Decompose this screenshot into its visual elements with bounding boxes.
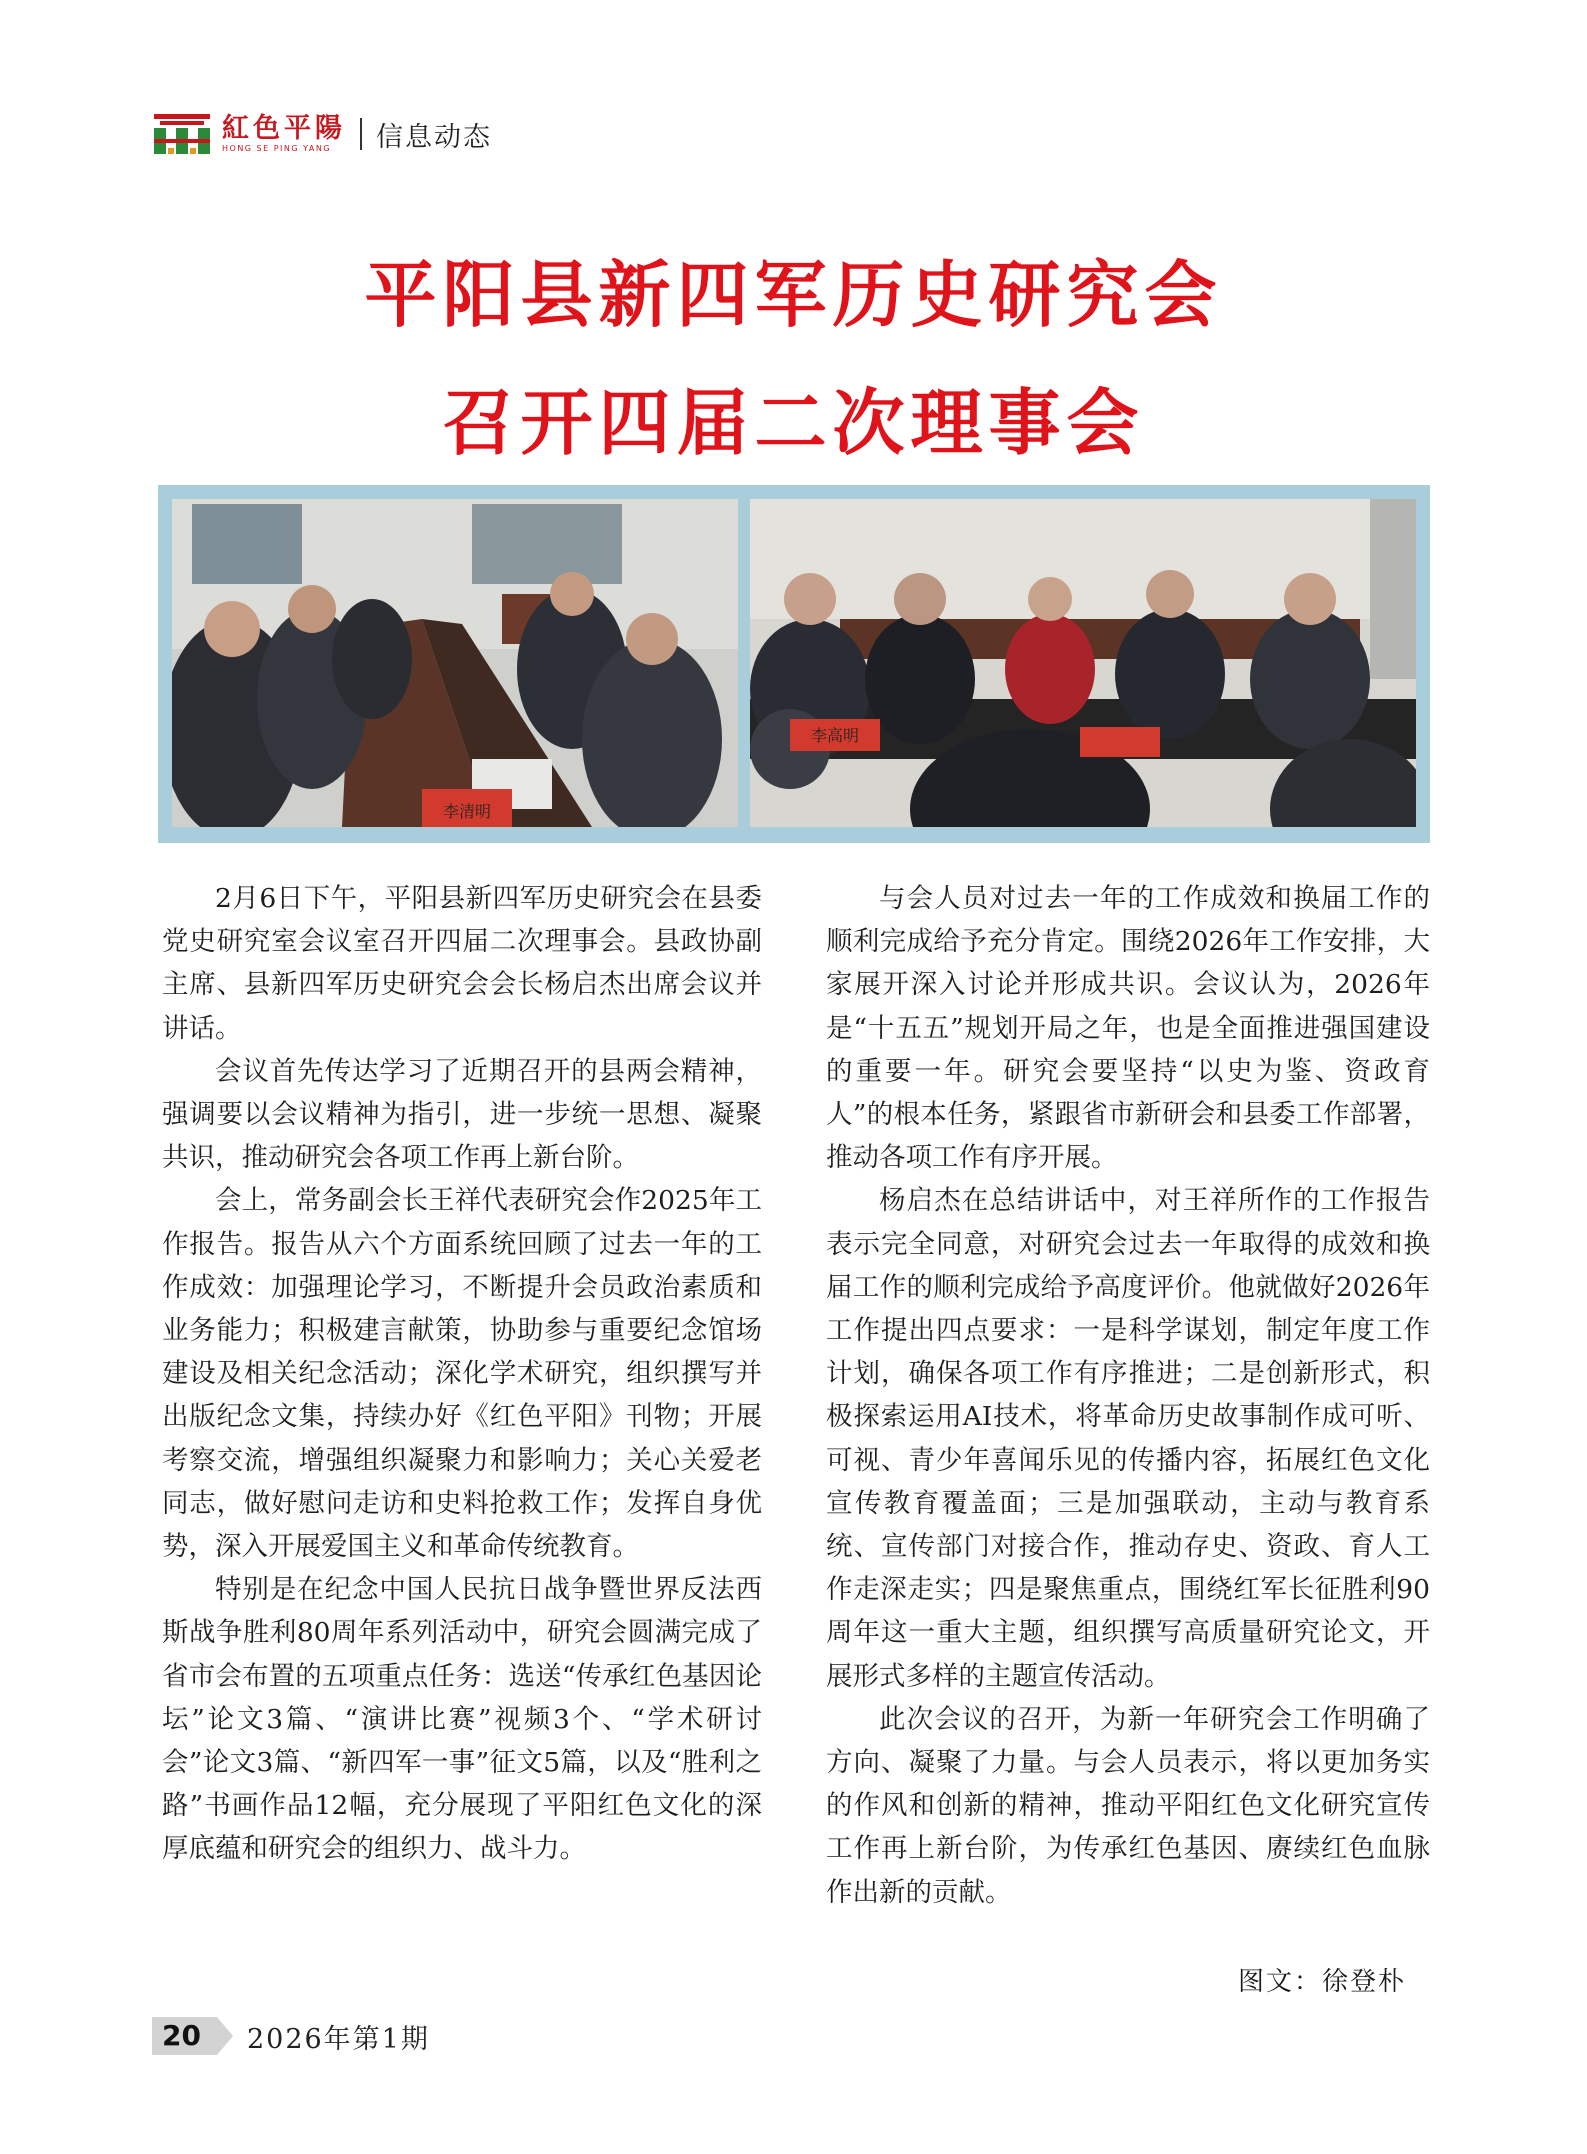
- article-title-line2: 召开四届二次理事会: [442, 380, 1145, 465]
- paragraph: 2月6日下午，平阳县新四军历史研究会在县委党史研究室会议室召开四届二次理事会。县政协副主席、县新四军历史研究会会长杨启杰出席会议并讲话。: [162, 883, 762, 1044]
- photo-frame: [158, 485, 1430, 843]
- logo-text: [222, 114, 346, 154]
- paragraph: 会议首先传达学习了近期召开的县两会精神，强调要以会议精神为指引，进一步统一思想、凝聚共识，推动研究会各项工作再上新台阶。: [162, 1055, 762, 1174]
- meeting-photo-right-image: [750, 499, 1416, 827]
- logo-pinyin: HONG SE PING YANG: [222, 144, 332, 153]
- section-name: 信息动态: [376, 121, 492, 153]
- page-number: 20: [152, 2017, 217, 2055]
- paragraph: 会上，常务副会长王祥代表研究会作2025年工作报告。报告从六个方面系统回顾了过去一年的工作成效：加强理论学习，不断提升会员政治素质和业务能力；积极建言献策，协助参与重要纪念馆场建设及相关纪念活动；深化学术研究，组织撰写并出版纪念文集，持续办好《红色平阳》刊物；开展考察交流，增强组织凝聚力和影响力；关心关爱老同志，做好慰问走访和史料抢救工作；发挥自身优势，深入开展爱国主义和革命传统教育。: [162, 1185, 762, 1563]
- article-body-right-column: [826, 877, 1430, 1914]
- header-divider: [360, 118, 362, 150]
- meeting-photo-right: [750, 499, 1416, 827]
- paragraph: 杨启杰在总结讲话中，对王祥所作的工作报告表示完全同意，对研究会过去一年取得的成效和换届工作的顺利完成给予高度评价。他就做好2026年工作提出四点要求：一是科学谋划，制定年度工作计划，确保各项工作有序推进；二是创新形式，积极探索运用AI技术，将革命历史故事制作成可听、可视、青少年喜闻乐见的传播内容，拓展红色文化宣传教育覆盖面；三是加强联动，主动与教育系统、宣传部门对接合作，推动存史、资政、育人工作走深走实；四是聚焦重点，围绕红军长征胜利90周年这一重大主题，组织撰写高质量研究论文，开展形式多样的主题宣传活动。: [826, 1185, 1430, 1692]
- issue-label: 2026年第1期: [246, 2023, 430, 2055]
- article-body-left-column: [162, 877, 762, 1871]
- nameplate-right: 李高明: [810, 726, 860, 745]
- paragraph: 特别是在纪念中国人民抗日战争暨世界反法西斯战争胜利80周年系列活动中，研究会圆满完成了省市会布置的五项重点任务：选送“传承红色基因论坛”论文3篇、“演讲比赛”视频3个、“学术研讨会”论文3篇、“新四军一事”征文5篇，以及“胜利之路”书画作品12幅，充分展现了平阳红色文化的深厚底蕴和研究会的组织力、战斗力。: [162, 1574, 762, 1865]
- logo-chinese: 紅色平陽: [222, 113, 346, 144]
- article-title-line1: 平阳县新四军历史研究会: [364, 252, 1223, 337]
- meeting-photo-left-image: [172, 499, 738, 827]
- meeting-photo-left: [172, 499, 738, 827]
- page-footer: [152, 2017, 430, 2055]
- paragraph: 此次会议的召开，为新一年研究会工作明确了方向、凝聚了力量。与会人员表示，将以更加务实的作风和创新的精神，推动平阳红色文化研究宣传工作再上新台阶，为传承红色基因、赓续红色血脉作出新的贡献。: [826, 1703, 1430, 1908]
- nameplate-left: 李清明: [442, 802, 492, 821]
- magazine-header: [150, 112, 492, 156]
- paragraph: 与会人员对过去一年的工作成效和换届工作的顺利完成给予充分肯定。围绕2026年工作安排，大家展开深入讨论并形成共识。会议认为，2026年是“十五五”规划开局之年，也是全面推进强国建设的重要一年。研究会要坚持“以史为鉴、资政育人”的根本任务，紧跟省市新研会和县委工作部署，推动各项工作有序开展。: [826, 883, 1430, 1174]
- red-pingyang-logo-icon: [150, 112, 214, 156]
- photo-text-credit: 图文：徐登朴: [1237, 1967, 1406, 1997]
